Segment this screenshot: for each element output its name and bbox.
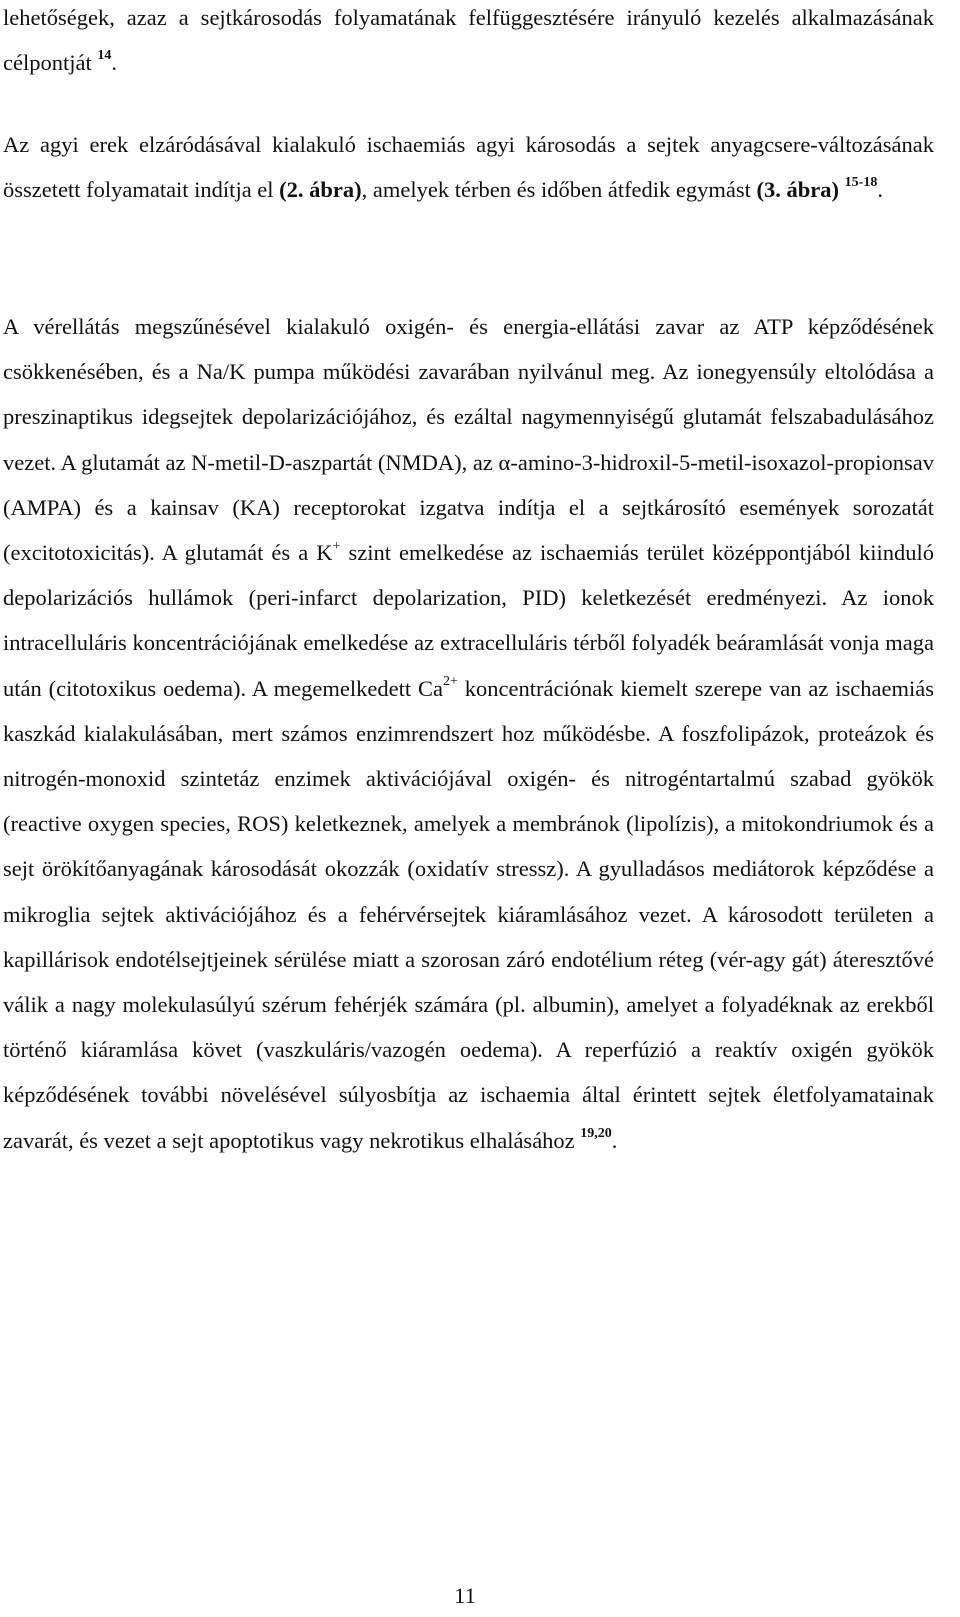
calcium-charge-superscript: 2+: [442, 674, 458, 690]
figure-ref-3: (3. ábra): [756, 176, 840, 202]
paragraph-3-end: .: [611, 1127, 618, 1153]
paragraph-2-text-a: Az agyi erek elzáródásával kialakuló ischaemiás agyi károsodás a sejtek anyagcsere-változásának összetett folyamatait indítja el: [3, 132, 934, 202]
potassium-charge-superscript: +: [332, 538, 341, 554]
paragraph-2: [3, 123, 934, 212]
paragraph-2-end: .: [877, 176, 883, 202]
paragraph-1-text: lehetőségek, azaz a sejtkárosodás folyamatának felfüggesztésére irányuló kezelés alkalmazásának célpontját: [3, 5, 934, 75]
paragraph-3-text-c: koncentrációnak kiemelt szerepe van az ischaemiás kaszkád kialakulásában, mert számos enzimrendszert hoz működésbe. A foszfolipázok, proteázok és nitrogén-monoxid szintetáz enzimek aktivációjával oxigén- és nitrogéntartalmú szabad gyökök (reactive oxygen species, ROS) keletkeznek, amelyek a membránok (lipolízis), a mitokondriumok és a sejt örökítőanyagának károsodását okozzák (oxidatív stressz). A gyulladásos mediátorok képződése a mikroglia sejtek aktivációjához és a fehérvérsejtek kiáramlásához vezet. A károsodott területen a kapillárisok endotélsejtjeinek sérülése miatt a szorosan záró endotélium réteg (vér-agy gát) áteresztővé válik a nagy molekulasúlyú szérum fehérjék számára (pl. albumin), amelyet a folyadéknak az erekből történő kiáramlása követ (vaszkuláris/vazogén oedema). A reperfúzió a reaktív oxigén gyökök képződésének további növelésével súlyosbítja az ischaemia által érintett sejtek életfolyamatainak zavarát, és vezet a sejt apoptotikus vagy nekrotikus elhalásához: [3, 675, 934, 1153]
citation-ref-19-20: 19,20: [580, 1126, 612, 1142]
citation-ref-14: 14: [97, 48, 112, 63]
paragraph-2-text-b: , amelyek térben és időben átfedik egymást: [361, 176, 751, 202]
paragraph-3: [3, 304, 934, 1163]
paragraph-3-text-b: szint emelkedése az ischaemiás terület középpontjából kiinduló depolarizációs hullámok (peri-infarct depolarization, PID) keletkezését eredményezi. Az ionok intracelluláris koncentrációjának emelkedése az extracelluláris térből folyadék beáramlását vonja maga után (citotoxikus oedema). A megemelkedett Ca: [3, 540, 934, 701]
paragraph-1: [3, 0, 934, 85]
citation-ref-15-18: 15-18: [844, 175, 878, 190]
figure-ref-2: (2. ábra): [279, 176, 362, 202]
paragraph-1-end: .: [111, 49, 117, 75]
page-number: 11: [454, 1583, 476, 1608]
paragraph-3-text-a: A vérellátás megszűnésével kialakuló oxigén- és energia-ellátási zavar az ATP képződésének csökkenésében, és a Na/K pumpa működési zavarában nyilvánul meg. Az ionegyensúly eltolódása a preszinaptikus idegsejtek depolarizációjához, és ezáltal nagymennyiségű glutamát felszabadulásához vezet. A glutamát az N-metil-D-aszpartát (NMDA), az α-amino-3-hidroxil-5-metil-isoxazol-propionsav (AMPA) és a kainsav (KA) receptorokat izgatva indítja el a sejtkárosító események sorozatát (excitotoxicitás). A glutamát és a K: [3, 314, 934, 566]
